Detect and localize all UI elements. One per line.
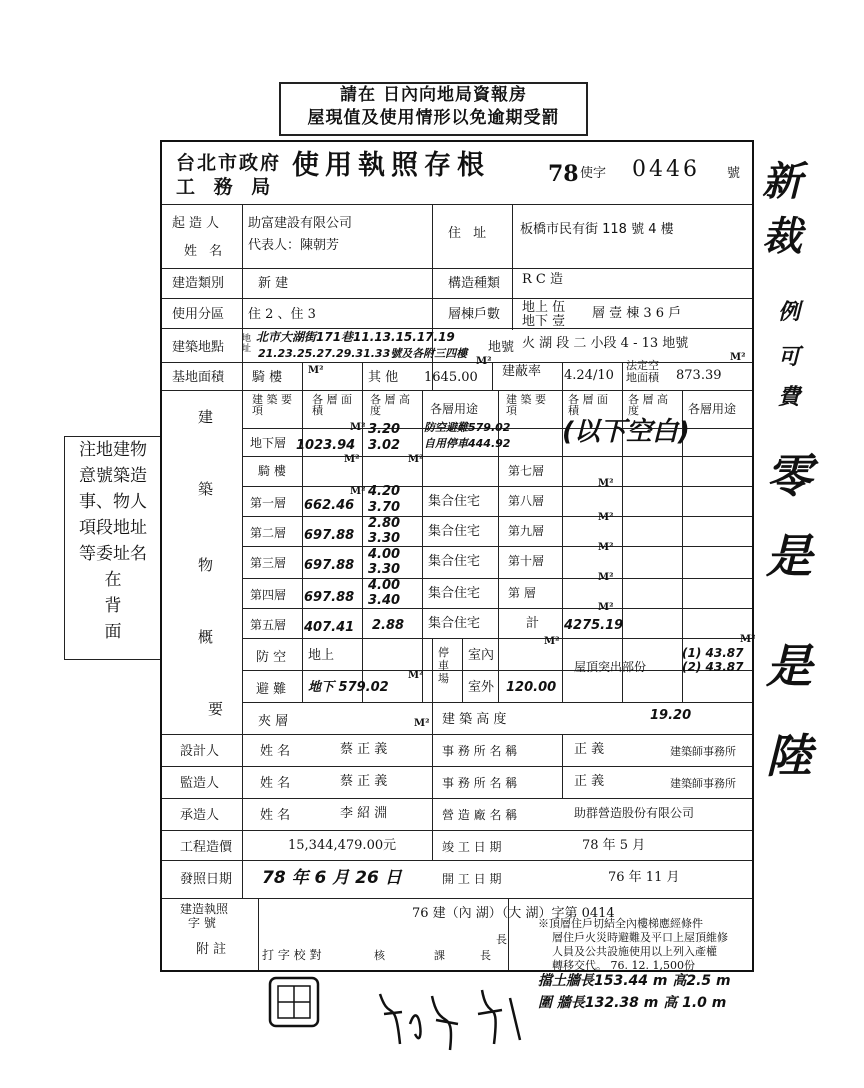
site-address-line-2: 21.23.25.27.29.31.33號及各附三四樓 — [258, 347, 468, 360]
floor-height: 3.02 — [368, 438, 401, 453]
floor-use: 集合住宅 — [428, 494, 481, 509]
site-label: 建築地點 — [172, 340, 225, 355]
fence-wall-note: 圍 牆長132.38 m 高 1.0 m — [538, 995, 727, 1011]
margin-char: 是 — [766, 639, 812, 693]
margin-char: 零 — [766, 449, 812, 503]
shelter-below: 地下 579.02 — [308, 680, 389, 695]
floor-use: 自用停車444.92 — [424, 437, 511, 450]
designer-role: 設計人 — [180, 744, 220, 759]
margin-char: 例 — [778, 300, 801, 325]
notice-line-2: 屋現值及使用情形以免逾期受罰 — [307, 108, 560, 128]
col-head: 建 築 要 項 — [252, 393, 292, 417]
issue-date: 78 年 6 月 26 日 — [262, 868, 402, 888]
note-line-1: ※頂層住戶切結全內樓梯應經條件 — [538, 917, 703, 930]
unit-mark: M² — [598, 572, 614, 583]
lot-label: 地號 — [488, 340, 515, 355]
note-line-3: 人員及公共設施使用以上列入產權 — [552, 945, 717, 958]
floors-label: 層棟戶數 — [448, 307, 501, 322]
parking-outdoor-area: 120.00 — [506, 680, 557, 695]
coverage-ratio: 4.24/10 — [564, 368, 614, 383]
sign-label: 長 — [496, 933, 507, 946]
notice-stamp — [279, 82, 588, 136]
total-label: 計 — [526, 616, 540, 631]
builder-representative: 代表人：陳朝芳 — [248, 238, 340, 253]
mezzanine-label: 夾 層 — [258, 714, 289, 729]
shelter-label: 防 空 — [256, 650, 287, 665]
supervisor-role: 監造人 — [180, 776, 220, 791]
floor-label: 騎 樓 — [258, 464, 286, 478]
floor-use: 防空避難579.02 — [424, 421, 511, 434]
designer-office: 正 義 — [574, 742, 605, 757]
floor-height: 4.20 — [368, 484, 401, 499]
building-side-label: 概 — [198, 628, 214, 646]
floor-label: 第一層 — [250, 496, 287, 510]
col-head: 各 層 面 積 — [568, 393, 608, 417]
building-side-label: 物 — [198, 556, 214, 574]
permit-form — [160, 140, 754, 972]
form-title: 使用執照存根 — [292, 150, 490, 181]
floor-label: 第四層 — [250, 588, 287, 602]
coverage-label: 建蔽率 — [502, 364, 542, 379]
construction-type: 新 建 — [258, 276, 289, 291]
unit-mark: M² — [408, 454, 424, 465]
office-label: 營 造 廠 名 稱 — [442, 808, 518, 822]
unit-mark: M² — [598, 542, 614, 553]
col-head: 各層用途 — [688, 402, 737, 416]
roof-area-2: (2) 43.87 — [682, 660, 744, 674]
contractor-company: 助群營造股份有限公司 — [574, 806, 695, 820]
floor-area: 697.88 — [304, 558, 355, 573]
note-line-2: 層住戶火災時避難及平口上屋頂維修 — [552, 931, 728, 944]
side-stamp-line: 項段地址 — [79, 518, 147, 538]
cost-label: 工程造價 — [180, 840, 233, 855]
permit-year: 78 — [548, 161, 579, 187]
notice-line-1: 請在 日內向地局資報房 — [340, 85, 527, 105]
floor-label: 第二層 — [250, 526, 287, 540]
side-stamp-line: 事、物人 — [79, 492, 147, 512]
floor-label: 第十層 — [508, 554, 545, 568]
floor-label: 第八層 — [508, 494, 545, 508]
floor-height: 4.00 — [368, 547, 401, 562]
structure-label: 構造種類 — [448, 276, 501, 291]
site-address-line-1: 北市大湖街171巷11.13.15.17.19 — [256, 330, 455, 344]
sign-label: 課 — [434, 949, 445, 962]
arcade-label: 騎 樓 — [252, 370, 283, 385]
notes-label: 附 註 — [196, 942, 227, 957]
name-label: 姓 名 — [260, 776, 291, 791]
permit-label-2: 字 號 — [188, 916, 216, 930]
floor-label: 第七層 — [508, 464, 545, 478]
completion-label: 竣 工 日 期 — [442, 840, 502, 854]
floor-height: 3.30 — [368, 562, 401, 577]
name-label: 姓 名 — [260, 808, 291, 823]
unit-mark: M² — [408, 670, 424, 681]
contractor-role: 承造人 — [180, 808, 220, 823]
unit-mark: M² — [476, 356, 492, 367]
col-head: 各層用途 — [430, 402, 479, 416]
margin-char: 裁 — [762, 214, 802, 260]
supervisor-office-type: 建築師事務所 — [670, 777, 736, 790]
office-name: 台北市政府 — [176, 152, 282, 174]
cost-value: 15,344,479.00元 — [288, 838, 397, 853]
completion-date: 78 年 5 月 — [582, 838, 646, 853]
building-side-label: 築 — [198, 480, 214, 498]
floor-label: 地下層 — [250, 436, 287, 450]
parking-indoor-label: 室內 — [468, 648, 495, 663]
floor-area: 697.88 — [304, 528, 355, 543]
sign-label: 長 — [480, 949, 491, 962]
name-label: 姓 名 — [260, 744, 291, 759]
floor-area: 407.41 — [304, 620, 355, 635]
contractor-name: 李 紹 淵 — [340, 806, 388, 821]
structure-type: R C 造 — [522, 272, 563, 287]
floor-height: 4.00 — [368, 578, 401, 593]
parking-outdoor-label: 室外 — [468, 680, 495, 695]
unit-mark: M² — [598, 512, 614, 523]
col-head: 各 層 高 度 — [370, 393, 410, 417]
unit-mark: M² — [350, 486, 366, 497]
permit-label-1: 建造執照 — [180, 902, 229, 916]
col-head: 建 築 要 項 — [506, 393, 546, 417]
side-stamp-line: 面 — [104, 622, 122, 642]
site-area-label: 基地面積 — [172, 370, 225, 385]
building-side-label: 要 — [208, 700, 224, 718]
building-side-label: 建 — [198, 408, 214, 426]
floor-area: 697.88 — [304, 590, 355, 605]
floor-use: 集合住宅 — [428, 616, 481, 631]
zone: 住 2 、住 3 — [248, 307, 316, 322]
builder-name: 助富建設有限公司 — [248, 216, 353, 231]
supervisor-name: 蔡 正 義 — [340, 774, 388, 789]
note-line-4: 轉移交代。 76. 12. 1,500份 — [552, 959, 695, 972]
roof-label: 屋頂突出部份 — [574, 660, 647, 674]
floor-label: 第 層 — [508, 586, 536, 600]
issue-date-label: 發照日期 — [180, 872, 233, 887]
floor-height: 3.40 — [368, 593, 401, 608]
floor-height: 2.88 — [372, 618, 405, 633]
unit-mark: M² — [598, 478, 614, 489]
legal-open-label-1: 法定空 — [626, 359, 659, 372]
unit-mark: M² — [350, 422, 366, 433]
notice-side-stamp — [64, 436, 162, 660]
proof-label: 打 字 校 對 — [262, 948, 322, 962]
office-label: 事 務 所 名 稱 — [442, 744, 518, 758]
permit-number-value: 76 建（內 湖）（大 湖）字第 0414 — [412, 906, 615, 921]
margin-char: 費 — [778, 385, 801, 410]
floor-label: 第三層 — [250, 556, 287, 570]
floor-height: 3.20 — [368, 422, 401, 437]
site-address-hint: 地址 — [242, 334, 252, 354]
side-stamp-line: 在 — [104, 570, 122, 590]
side-stamp-line: 背 — [104, 596, 122, 616]
col-head: 各 層 高 度 — [628, 393, 668, 417]
builder-name-label: 姓 名 — [184, 244, 227, 259]
approval-seal-icon — [264, 972, 324, 1032]
side-stamp-line: 注地建物 — [79, 440, 147, 460]
start-date-label: 開 工 日 期 — [442, 872, 502, 886]
floor-use: 集合住宅 — [428, 554, 481, 569]
builder-label: 起造人 — [172, 216, 224, 231]
margin-char: 可 — [778, 345, 801, 370]
designer-office-type: 建築師事務所 — [670, 745, 736, 758]
legal-open-area: 873.39 — [676, 368, 722, 383]
building-height-label: 建 築 高 度 — [442, 712, 507, 727]
start-date: 76 年 11 月 — [608, 870, 680, 885]
unit-mark: M² — [344, 454, 360, 465]
designer-name: 蔡 正 義 — [340, 742, 388, 757]
permit-prefix: 使字 — [580, 166, 607, 181]
unit-mark: M² — [414, 718, 430, 729]
unit-mark: M² — [730, 352, 746, 363]
zone-label: 使用分區 — [172, 307, 225, 322]
margin-char: 是 — [766, 529, 812, 583]
floor-use: 集合住宅 — [428, 524, 481, 539]
retaining-wall-note: 擋土牆長153.44 m 高2.5 m — [538, 973, 731, 989]
margin-char: 陸 — [766, 729, 812, 783]
total-area: 4275.19 — [564, 618, 624, 633]
supervisor-office: 正 義 — [574, 774, 605, 789]
parking-label: 停車場 — [438, 646, 449, 685]
evac-label: 避 難 — [256, 682, 287, 697]
address-label: 住 址 — [448, 226, 491, 241]
floor-label: 第九層 — [508, 524, 545, 538]
signature-marks-icon — [370, 984, 540, 1064]
unit-mark: M² — [544, 636, 560, 647]
permit-suffix: 號 — [727, 166, 741, 181]
side-stamp-line: 意號築造 — [79, 466, 147, 486]
side-stamp-line: 等委址名 — [79, 544, 147, 564]
floor-label: 第五層 — [250, 618, 287, 632]
floors-above: 地上 伍 — [522, 300, 566, 315]
unit-mark: M² — [740, 634, 756, 645]
floor-height: 3.30 — [368, 531, 401, 546]
lot-number: 火 湖 段 二 小段 4 - 13 地號 — [522, 336, 689, 351]
type-label: 建造類別 — [172, 276, 225, 291]
margin-char: 新 — [762, 159, 802, 205]
other-area: 1645.00 — [424, 370, 478, 385]
unit-mark: M² — [598, 602, 614, 613]
office-label: 事 務 所 名 稱 — [442, 776, 518, 790]
col-head: 各 層 面 積 — [312, 393, 352, 417]
blank-note: (以下空白) — [562, 417, 690, 447]
floors-below: 地下 壹 — [522, 314, 566, 329]
floors-detail: 層 壹 棟 3 6 戶 — [592, 306, 682, 321]
roof-area-1: (1) 43.87 — [682, 646, 744, 660]
office-bureau: 工 務 局 — [176, 176, 277, 198]
legal-open-label-2: 地面積 — [626, 371, 659, 384]
builder-address: 板橋市民有街 118 號 4 樓 — [520, 222, 674, 237]
shelter-above: 地上 — [308, 648, 335, 663]
floor-height: 3.70 — [368, 500, 401, 515]
unit-mark: M² — [308, 365, 324, 376]
other-label: 其 他 — [368, 370, 399, 385]
floor-area: 662.46 — [304, 498, 355, 513]
building-height: 19.20 — [650, 708, 692, 723]
floor-height: 2.80 — [368, 516, 401, 531]
floor-use: 集合住宅 — [428, 586, 481, 601]
floor-area: 1023.94 — [296, 438, 356, 453]
permit-number: 0446 — [632, 157, 700, 182]
sign-label: 核 — [374, 949, 385, 962]
